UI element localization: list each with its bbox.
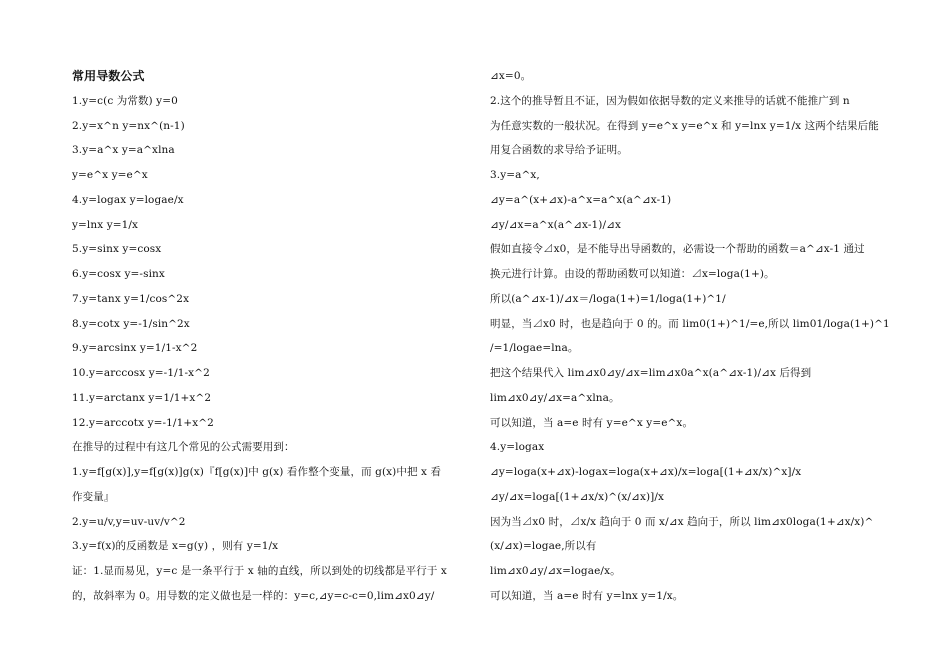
text-line: 因为当⊿x0 时，⊿x/x 趋向于 0 而 x/⊿x 趋向于，所以 lim⊿x0loga(1+⊿x/x)^ xyxy=(490,515,874,528)
text-line: 假如直接令⊿x0，是不能导出导函数的，必需设一个帮助的函数＝a^⊿x-1 通过 xyxy=(490,243,865,256)
text-line: lim⊿x0⊿y/⊿x=a^xlna。 xyxy=(490,391,620,404)
text-line: 6.y=cosx y=-sinx xyxy=(72,268,165,280)
text-line: 1.y=c(c 为常数) y=0 xyxy=(72,94,178,107)
text-line: 7.y=tanx y=1/cos^2x xyxy=(72,292,190,305)
text-line: 在推导的过程中有这几个常见的公式需要用到： xyxy=(72,441,295,454)
text-line: 为任意实数的一般状况。在得到 y=e^x y=e^x 和 y=lnx y=1/x 这两个结果后能 xyxy=(490,119,879,132)
text-line: 所以(a^⊿x-1)/⊿x＝/loga(1+)=1/loga(1+)^1/ xyxy=(490,292,726,305)
text-line: 5.y=sinx y=cosx xyxy=(72,243,162,256)
text-line: lim⊿x0⊿y/⊿x=logae/x。 xyxy=(490,565,621,577)
text-line: 明显，当⊿x0 时，也是趋向于 0 的。而 lim0(1+)^1/=e,所以 lim01/loga(1+)^1 xyxy=(490,317,890,330)
text-line: 3.y=f(x)的反函数是 x=g(y) ，则有 y=1/x xyxy=(72,540,279,553)
text-line: 2.y=x^n y=nx^(n-1) xyxy=(72,119,185,132)
text-line: 作变量』 xyxy=(72,490,115,503)
text-line: 可以知道，当 a=e 时有 y=lnx y=1/x。 xyxy=(490,589,684,602)
text-line: 3.y=a^x, xyxy=(490,169,540,181)
text-line: 9.y=arcsinx y=1/1-x^2 xyxy=(72,342,198,355)
text-line: ⊿x=0。 xyxy=(490,70,532,82)
text-line: 把这个结果代入 lim⊿x0⊿y/⊿x=lim⊿x0a^x(a^⊿x-1)/⊿x 后得到 xyxy=(490,367,812,379)
text-line: (x/⊿x)=logae,所以有 xyxy=(490,540,597,553)
text-line: 3.y=a^x y=a^xlna xyxy=(72,144,175,157)
text-line: 12.y=arccotx y=-1/1+x^2 xyxy=(72,416,214,429)
text-line: 10.y=arccosx y=-1/1-x^2 xyxy=(72,367,210,379)
text-line: ⊿y=a^(x+⊿x)-a^x=a^x(a^⊿x-1) xyxy=(490,193,672,206)
text-line: 的，故斜率为 0。用导数的定义做也是一样的：y=c,⊿y=c-c=0,lim⊿x0⊿y/ xyxy=(72,589,435,602)
text-line: 可以知道，当 a=e 时有 y=e^x y=e^x。 xyxy=(490,416,694,429)
text-line: 换元进行计算。由设的帮助函数可以知道：⊿x=loga(1+)。 xyxy=(490,268,775,280)
text-line: 1.y=f[g(x)],y=f[g(x)]g(x)『f[g(x)]中 g(x) 看作整个变量，而 g(x)中把 x 看 xyxy=(72,466,442,478)
text-line: ⊿y=loga(x+⊿x)-logax=loga(x+⊿x)/x=loga[(1+⊿x/x)^x]/x xyxy=(490,466,802,478)
text-line: 4.y=logax y=logae/x xyxy=(72,193,184,206)
text-line: 8.y=cotx y=-1/sin^2x xyxy=(72,317,190,330)
right-column xyxy=(490,64,890,609)
text-line: 4.y=logax xyxy=(490,441,545,454)
text-line: ⊿y/⊿x=a^x(a^⊿x-1)/⊿x xyxy=(490,218,622,231)
text-line: 2.这个的推导暂且不证，因为假如依据导数的定义来推导的话就不能推广到 n xyxy=(490,94,850,107)
left-column xyxy=(72,64,467,609)
text-line: ⊿y/⊿x=loga[(1+⊿x/x)^(x/⊿x)]/x xyxy=(490,490,665,503)
text-line: y=lnx y=1/x xyxy=(72,218,139,231)
text-line: 用复合函数的求导给予证明。 xyxy=(490,144,628,157)
text-line: /=1/logae=lna。 xyxy=(490,342,579,355)
text-line: 11.y=arctanx y=1/1+x^2 xyxy=(72,391,212,404)
text-line: 2.y=u/v,y=uv-uv/v^2 xyxy=(72,515,186,528)
text-line: 证：1.显而易见，y=c 是一条平行于 x 轴的直线，所以到处的切线都是平行于 x xyxy=(72,565,447,577)
document-title: 常用导数公式 xyxy=(72,69,145,83)
text-line: y=e^x y=e^x xyxy=(72,169,148,181)
